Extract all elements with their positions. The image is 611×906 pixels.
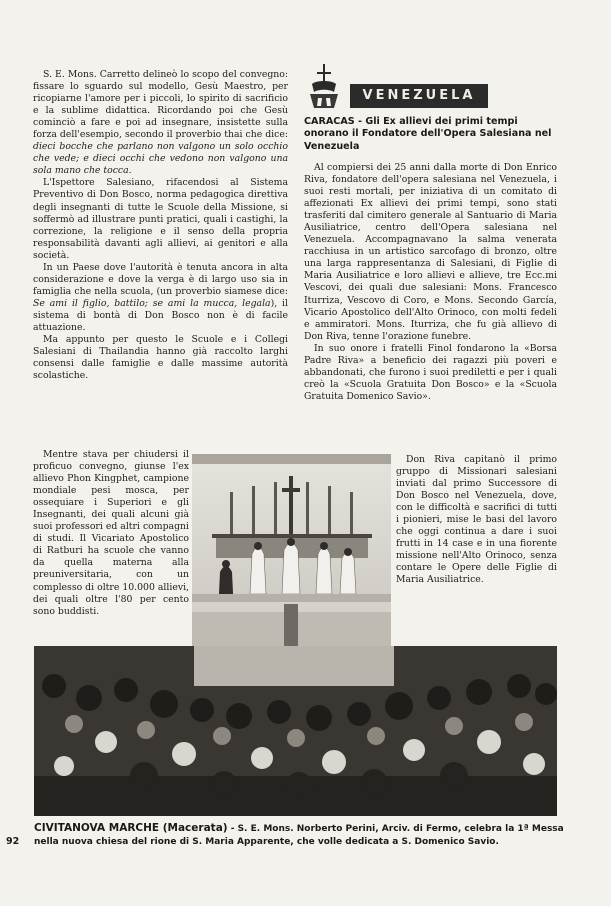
paragraph-don-riva-missionari: Don Riva capitanò il primo gruppo di Missionari salesiani inviati dal primo Successore di Don Bosco nel Venezuela, dove, con le difficoltà e sacrifici di tutti i pionieri, mise le basi del lavoro che oggi continua a dare i suoi frutti in 14 case e in una fiorente missione nell'Alto Orinoco, senza contare le Opere delle Figlie di Maria Ausiliatrice.: [396, 454, 557, 586]
siamese-proverb-quote: Se ami il figlio, battilo; se ami la mucca, legala: [33, 297, 271, 309]
left-column-wrap: [33, 449, 189, 618]
thai-proverb-quote: dieci bocche che parlano non valgono un solo occhio che vede; e dieci occhi che vedono non valgono una sola mano che tocca.: [33, 141, 288, 177]
section-banner-venezuela: VENEZUELA: [350, 84, 488, 108]
caption-place: CIVITANOVA MARCHE (Macerata): [34, 822, 228, 834]
paragraph-convegno: S. E. Mons. Carretto delineò lo scopo del convegno: fissare lo sguardo sul modello, Gesù Maestro, per ricopiarne l'amore per i piccoli, lo spirito di sacrificio e la sublime didattica. Ricordando poi che Gesù cominciò a fare e poi ad insegnare, insistette sulla forza dell'esempio, secondo il proverbio thai che dice: dieci bocche che parlano non valgono un solo occhio che vede; e dieci occhi che vedono non valgono una sola mano che tocca.: [33, 69, 288, 177]
paragraph-phon-kingphet: Mentre stava per chiudersi il proficuo convegno, giunse l'ex allievo Phon Kingphet, campione mondiale pesi mosca, per ossequiare i Superiori e gli Insegnanti, dei quali alcuni già suoi professori ed altri compagni di studi. Il Vicariato Apostolico di Ratburi ha scuole che vanno da quella materna alla preuniversitaria, con un complesso di oltre 10.000 allievi, dei quali oltre l'80 per cento sono buddisti.: [33, 449, 189, 617]
altar-mass-photo: [192, 454, 391, 649]
paragraph-borsa-riva: In suo onore i fratelli Finol fondarono la «Borsa Padre Riva» a beneficio dei ragazzi più poveri e abbandonati, che furono i suoi prediletti e per i quali creò la «Scuola Gratuita Don Bosco» e la «Scuola Gratuita Domenico Savio».: [304, 342, 557, 402]
caption-text: - S. E. Mons. Norberto Perini, Arciv. di Fermo, celebra la 1ª Messa nella nuova chiesa del rione di S. Maria Apparente, che volle dedicata a S. Domenico Savio.: [34, 824, 564, 847]
left-column: [33, 69, 288, 382]
paragraph-scuole-thailandia: Ma appunto per questo le Scuole e i Collegi Salesiani di Thailandia hanno già raccolto larghi consensi dalle famiglie e dalle massime autorità scolastiche.: [33, 334, 288, 382]
page-number: 92: [6, 836, 20, 847]
paragraph-ispettore: L'Ispettore Salesiano, rifacendosi al Sistema Preventivo di Don Bosco, norma pedagogica direttiva degli insegnanti di tutte le Scuole della Missione, si soffermò ad illustrare punti pratici, quali i castighi, la correzione, la religione e il senso della propria responsabilità davanti agli allievi, ai genitori e alla società.: [33, 177, 288, 261]
photo-caption: [34, 822, 564, 848]
right-column: [304, 162, 557, 403]
paragraph-autorita: In un Paese dove l'autorità è tenuta ancora in alta considerazione e dove la verga è di largo uso sia in famiglia che nella scuola, (un proverbio siamese dice: Se ami il figlio, battilo; se ami la mucca, legala), il sistema di bontà di Don Bosco non è di facile attuazione.: [33, 261, 288, 333]
right-column-wrap: [396, 454, 557, 587]
congregation-crowd-photo: [34, 646, 557, 816]
mission-cross-emblem-icon: [304, 62, 344, 110]
paragraph-riva-anniversary: Al compiersi dei 25 anni dalla morte di Don Enrico Riva, fondatore dell'opera salesiana nel Venezuela, i suoi resti mortali, per iniziativa di un comitato di affezionati Ex allievi dei primi tempi, sono stati trasferiti dal cimitero generale al Santuario di Maria Ausiliatrice, centro dell'Opera salesiana nel Venezuela. Accompagnavano la salma venerata racchiusa in un artistico sarcofago di bronzo, oltre una larga rappresentanza di Salesiani, di Figlie di Maria Ausiliatrice e loro allievi e allieve, tre Ecc.mi Vescovi, dei quali due salesiani: Mons. Francesco Iturriza, Vescovo di Coro, e Mons. Secondo García, Vicario Apostolico dell'Alto Orinoco, con molti fedeli e ammiratori. Mons. Iturriza, che fu già allievo di Don Riva, tenne l'orazione funebre.: [304, 162, 557, 342]
article-headline: CARACAS - Gli Ex allievi dei primi tempi onorano il Fondatore dell'Opera Salesiana nel Venezuela: [304, 116, 552, 152]
